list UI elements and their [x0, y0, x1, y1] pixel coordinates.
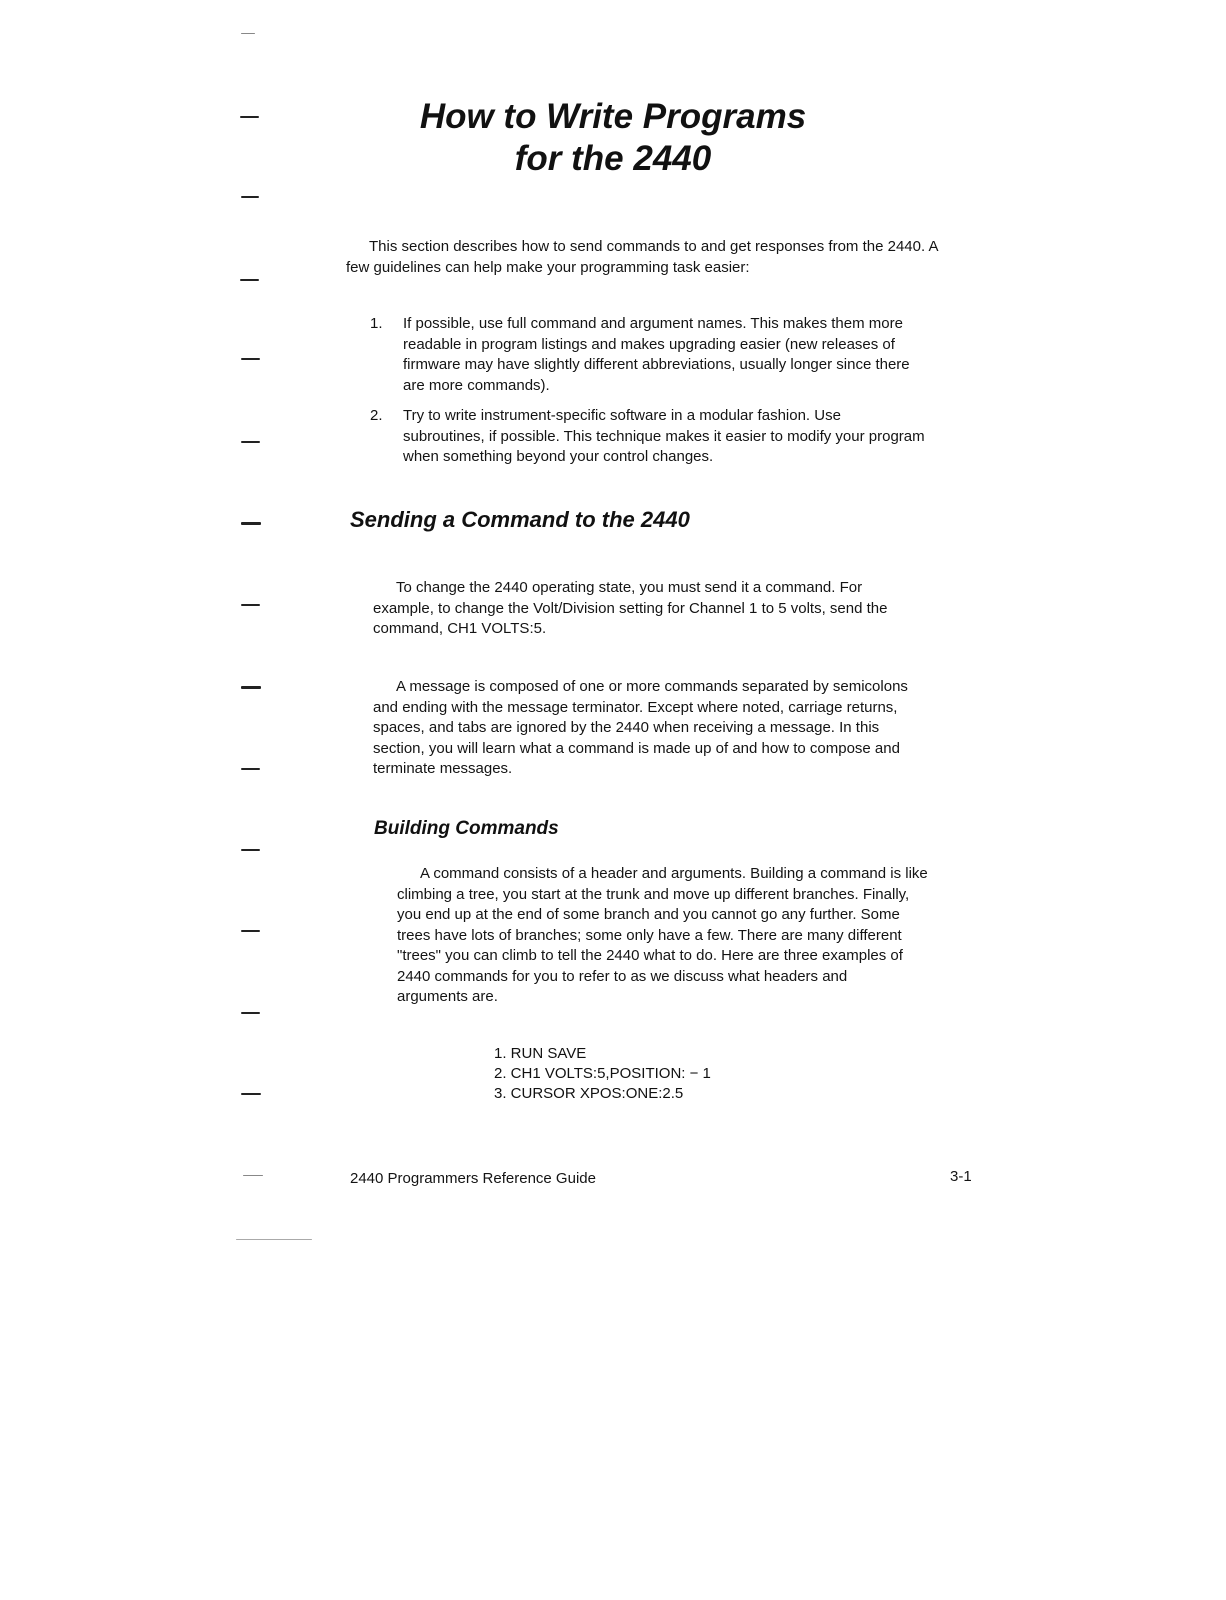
list-item-line: Try to write instrument-specific software in a modular fashion. Use	[403, 407, 841, 424]
scan-mark	[241, 930, 260, 932]
paragraph-line: To change the 2440 operating state, you must send it a command. For	[396, 579, 863, 596]
scan-mark	[240, 279, 259, 281]
guidelines-list	[370, 314, 970, 470]
intro-paragraph: This section describes how to send commands to and get responses from the 2440. A few guidelines can help make your programming task easier:	[346, 238, 938, 276]
list-item	[370, 314, 970, 398]
paragraph-line: 2440 commands for you to refer to as we discuss what headers and	[397, 967, 848, 985]
scan-mark	[241, 768, 260, 770]
scan-mark	[241, 196, 259, 198]
paragraph-line: and ending with the message terminator. Except where noted, carriage returns,	[373, 698, 898, 716]
paragraph-line: arguments are.	[397, 988, 498, 1005]
list-item-line: when something beyond your control changes.	[403, 448, 714, 465]
list-item-number: 1.	[370, 315, 383, 332]
footer-title: 2440 Programmers Reference Guide	[350, 1170, 596, 1187]
paragraph-line: trees have lots of branches; some only have a few. There are many different	[397, 926, 902, 944]
paragraph-line: A command consists of a header and arguments. Building a command is like	[420, 865, 928, 882]
example-commands	[494, 1044, 814, 1104]
scan-mark	[241, 33, 255, 34]
subsection-heading: Building Commands	[374, 818, 559, 839]
scan-mark	[243, 1175, 263, 1176]
scan-mark	[241, 358, 260, 360]
scan-mark	[241, 604, 260, 606]
paragraph-line: command, CH1 VOLTS:5.	[373, 620, 547, 637]
paragraph-line: terminate messages.	[373, 760, 513, 777]
scan-mark	[241, 441, 260, 443]
paragraph-line: you end up at the end of some branch and you cannot go any further. Some	[397, 906, 900, 923]
list-item-line: firmware may have slightly different abbreviations, usually longer since there	[403, 356, 910, 373]
scan-mark	[241, 686, 261, 689]
section-heading: Sending a Command to the 2440	[350, 507, 690, 532]
list-item-line: are more commands).	[403, 376, 550, 394]
example-command: 2. CH1 VOLTS:5,POSITION: − 1	[494, 1065, 711, 1082]
scan-mark	[241, 1012, 260, 1014]
list-item-line: subroutines, if possible. This technique makes it easier to modify your program	[403, 427, 925, 445]
list-item-line: If possible, use full command and argument names. This makes them more	[403, 315, 903, 332]
scan-mark	[241, 849, 260, 851]
scan-mark	[241, 522, 261, 525]
paragraph-line: "trees" you can climb to tell the 2440 what to do. Here are three examples of	[397, 947, 903, 964]
subsection-paragraph	[397, 864, 997, 1008]
list-item-line: readable in program listings and makes upgrading easier (new releases of	[403, 335, 895, 353]
example-command: 1. RUN SAVE	[494, 1045, 587, 1062]
page-title	[0, 96, 1226, 180]
paragraph-line: section, you will learn what a command is made up of and how to compose and	[373, 739, 900, 757]
page-number: 3-1	[950, 1168, 972, 1185]
example-command: 3. CURSOR XPOS:ONE:2.5	[494, 1085, 684, 1102]
paragraph-line: spaces, and tabs are ignored by the 2440 when receiving a message. In this	[373, 719, 880, 736]
list-item	[370, 406, 970, 470]
paragraph-line: example, to change the Volt/Division setting for Channel 1 to 5 volts, send the	[373, 599, 888, 617]
page-title-line-1: How to Write Programs	[419, 97, 807, 136]
section-paragraph-2	[373, 677, 973, 780]
paragraph-line: climbing a tree, you start at the trunk and move up different branches. Finally,	[397, 885, 910, 903]
list-item-number: 2.	[370, 407, 383, 424]
page-title-line-2: for the 2440	[514, 139, 712, 178]
scan-mark	[236, 1239, 312, 1240]
paragraph-line: A message is composed of one or more commands separated by semicolons	[396, 678, 908, 695]
scan-mark	[241, 1093, 261, 1095]
section-paragraph-1	[373, 578, 973, 640]
